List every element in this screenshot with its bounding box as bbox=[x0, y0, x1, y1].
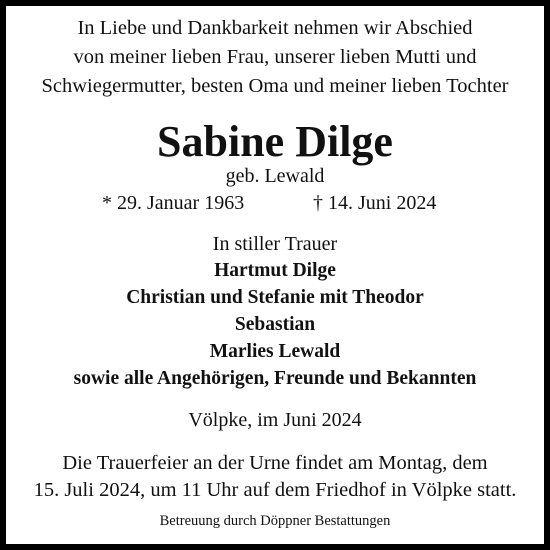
birth-date: * 29. Januar 1963 bbox=[102, 192, 245, 214]
death-date: † 14. Juni 2024 bbox=[313, 192, 437, 214]
birth-name: geb. Lewald bbox=[225, 165, 325, 187]
mourner-2: Christian und Stefanie mit Theodor bbox=[126, 287, 424, 308]
intro-line-2: von meiner lieben Frau, unserer lieben Mutti und bbox=[73, 46, 477, 68]
intro-line-1: In Liebe und Dankbarkeit nehmen wir Abschied bbox=[77, 17, 473, 39]
service-line-2: 15. Juli 2024, um 11 Uhr auf dem Friedhof in Völpke statt. bbox=[33, 479, 517, 501]
place-date: Völpke, im Juni 2024 bbox=[188, 409, 362, 431]
deceased-name: Sabine Dilge bbox=[157, 117, 393, 166]
mourner-1: Hartmut Dilge bbox=[214, 260, 336, 281]
mourner-5: sowie alle Angehörigen, Freunde und Bekannten bbox=[73, 368, 477, 389]
service-line-1: Die Trauerfeier an der Urne findet am Montag, dem bbox=[62, 452, 488, 474]
mourners-intro: In stiller Trauer bbox=[212, 233, 338, 255]
funeral-home-credit: Betreuung durch Döppner Bestattungen bbox=[159, 513, 391, 529]
intro-line-3: Schwiegermutter, besten Oma und meiner lieben Tochter bbox=[41, 75, 509, 97]
mourner-3: Sebastian bbox=[234, 314, 316, 335]
mourner-4: Marlies Lewald bbox=[209, 341, 341, 362]
